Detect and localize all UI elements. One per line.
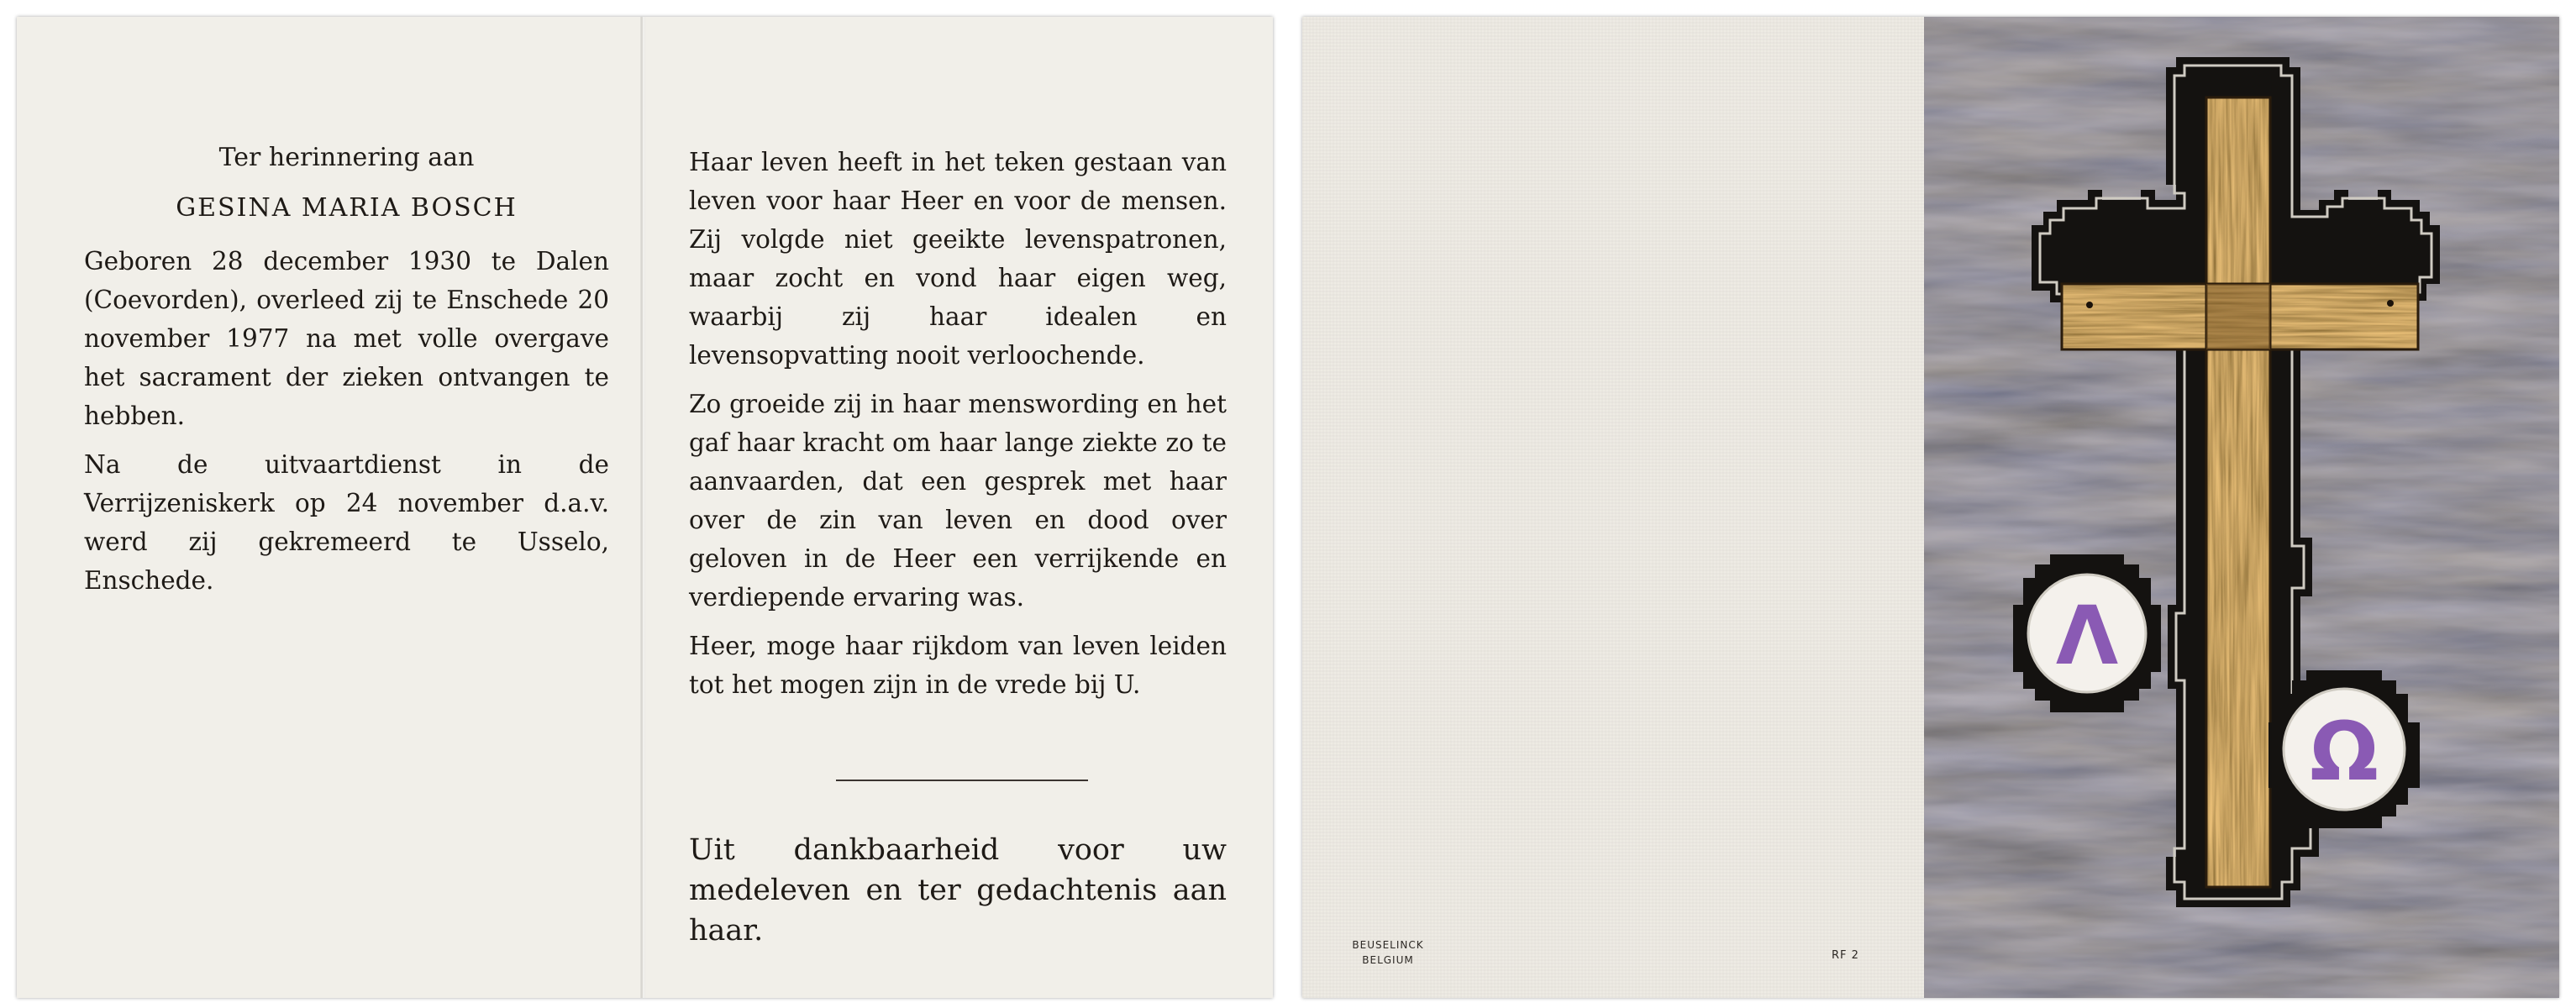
funeral-paragraph: Na de uitvaartdienst in de Verrijzeniskerk op 24 november d.a.v. werd zij gekremeerd te Usselo, Enschede.: [84, 450, 609, 595]
tribute-text: [689, 143, 1227, 714]
printer-country: BELGIUM: [1362, 954, 1414, 966]
omega-symbol: Ω: [2310, 705, 2379, 799]
memorial-card-inside: [17, 17, 1273, 998]
card-code: RF 2: [1832, 949, 1859, 962]
front-illustration: [1924, 17, 2559, 998]
prayer-paragraph: Heer, moge haar rijkdom van leven leiden tot het mogen zijn in de vrede bij U.: [689, 632, 1227, 699]
biography-text: [84, 242, 609, 610]
printer-imprint: [1338, 937, 1438, 968]
deceased-name: GESINA MARIA BOSCH: [176, 193, 518, 223]
intro-line: Ter herinnering aan: [218, 143, 475, 172]
back-panel: [1302, 17, 1924, 998]
printer-name: BEUSELINCK: [1352, 939, 1424, 951]
inside-left-panel: [17, 17, 643, 998]
divider-line: [836, 780, 1088, 781]
alpha-symbol: Λ: [2055, 589, 2119, 683]
tribute-paragraph-1: Haar leven heeft in het teken gestaan van leven voor haar Heer en voor de mensen. Zij volgde niet geeikte levenspatronen, maar zocht en vond haar eigen weg, waarbij zij haar idealen en levensopvatting nooit verloochende.: [689, 148, 1227, 370]
tribute-paragraph-2: Zo groeide zij in haar menswording en het gaf haar kracht om haar lange ziekte zo te aanvaarden, dat een gesprek met haar over de zin van leven en dood over geloven in de Heer een verrijkende en verdiepende ervaring was.: [689, 390, 1227, 612]
thanks-text: Uit dankbaarheid voor uw medeleven en ter gedachtenis aan haar.: [689, 833, 1227, 948]
omega-medallion-icon: [2268, 670, 2420, 828]
alpha-medallion-icon: [2013, 554, 2161, 712]
birth-death-paragraph: Geboren 28 december 1930 te Dalen (Coevorden), overleed zij te Enschede 20 november 1977 na met volle overgave het sacrament der zieken ontvangen te hebben.: [84, 247, 609, 430]
memorial-card-outside: [1302, 17, 2559, 998]
front-cover: [1924, 17, 2559, 998]
